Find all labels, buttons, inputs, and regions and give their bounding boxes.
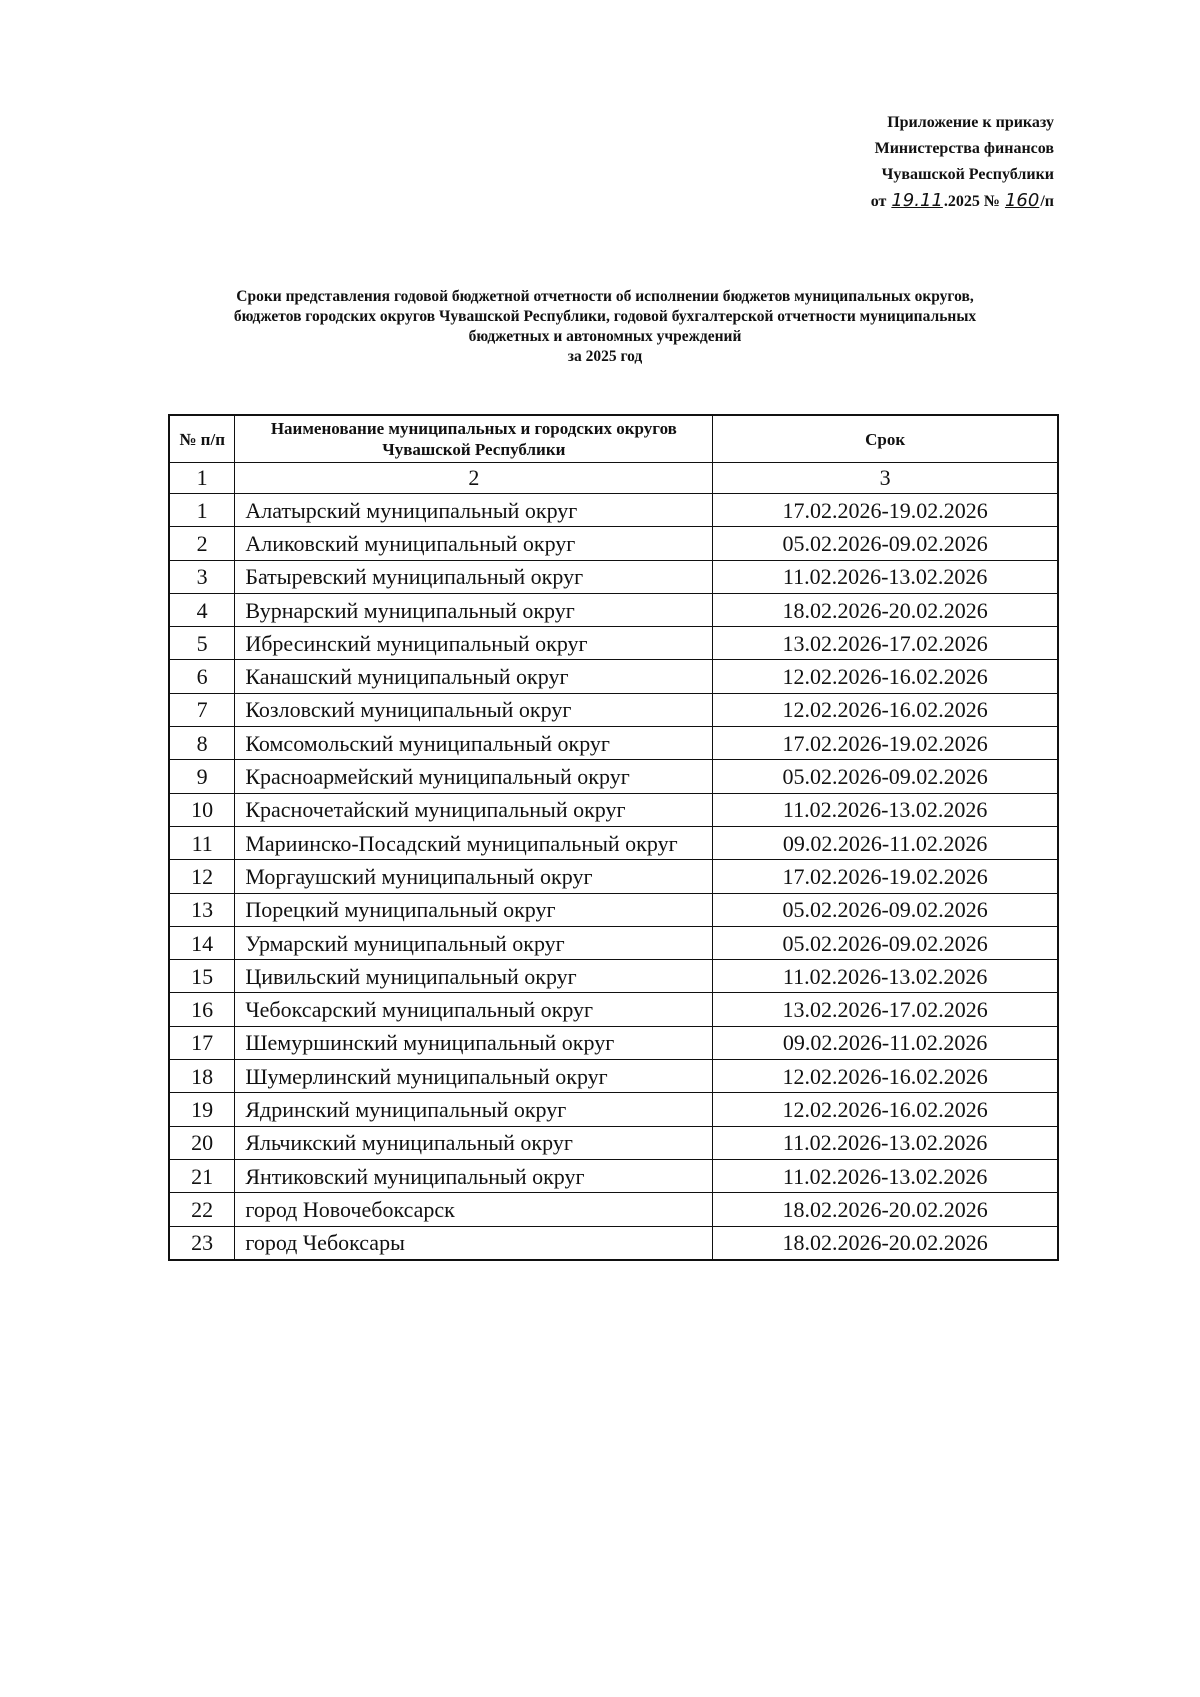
table-row: [169, 1193, 1058, 1226]
submission-term: 11.02.2026-13.02.2026: [713, 1126, 1058, 1159]
row-number: 15: [169, 960, 235, 993]
submission-term: 09.02.2026-11.02.2026: [713, 826, 1058, 859]
title-line-4: за 2025 год: [567, 348, 643, 365]
submission-term: 18.02.2026-20.02.2026: [713, 593, 1058, 626]
submission-term: 17.02.2026-19.02.2026: [713, 727, 1058, 760]
submission-term: 13.02.2026-17.02.2026: [713, 627, 1058, 660]
district-name: Моргаушский муниципальный округ: [235, 860, 713, 893]
table-row: [169, 560, 1058, 593]
district-name: Цивильский муниципальный округ: [235, 960, 713, 993]
header-num: № п/п: [169, 415, 235, 463]
district-name: Шумерлинский муниципальный округ: [235, 1060, 713, 1093]
handwritten-order-number: 160: [1004, 190, 1040, 211]
appendix-line-1: Приложение к приказу: [887, 114, 1054, 131]
submission-term: 05.02.2026-09.02.2026: [713, 760, 1058, 793]
district-name: Комсомольский муниципальный округ: [235, 727, 713, 760]
submission-term: 18.02.2026-20.02.2026: [713, 1193, 1058, 1226]
row-number: 13: [169, 893, 235, 926]
submission-term: 13.02.2026-17.02.2026: [713, 993, 1058, 1026]
district-name: Ядринский муниципальный округ: [235, 1093, 713, 1126]
district-name: Чебоксарский муниципальный округ: [235, 993, 713, 1026]
date-prefix: от: [870, 193, 887, 210]
column-index: 3: [713, 463, 1058, 494]
table-row: [169, 826, 1058, 859]
row-number: 19: [169, 1093, 235, 1126]
table-row: [169, 1159, 1058, 1192]
submission-term: 05.02.2026-09.02.2026: [713, 926, 1058, 959]
row-number: 8: [169, 727, 235, 760]
table-row: [169, 727, 1058, 760]
district-name: Красночетайский муниципальный округ: [235, 793, 713, 826]
district-name: Козловский муниципальный округ: [235, 693, 713, 726]
table-row: [169, 960, 1058, 993]
submission-term: 17.02.2026-19.02.2026: [713, 860, 1058, 893]
district-name: город Чебоксары: [235, 1226, 713, 1260]
submission-term: 18.02.2026-20.02.2026: [713, 1226, 1058, 1260]
appendix-block: [871, 110, 1054, 215]
district-name: Батыревский муниципальный округ: [235, 560, 713, 593]
table-row: [169, 1093, 1058, 1126]
submission-term: 11.02.2026-13.02.2026: [713, 960, 1058, 993]
row-number: 2: [169, 527, 235, 560]
district-name: Красноармейский муниципальный округ: [235, 760, 713, 793]
table-row: [169, 993, 1058, 1026]
table-row: [169, 593, 1058, 626]
title-line-2: бюджетов городских округов Чувашской Республики, годовой бухгалтерской отчетности муниципальных: [233, 308, 977, 325]
submission-term: 17.02.2026-19.02.2026: [713, 494, 1058, 527]
header-name: Наименование муниципальных и городских округов Чувашской Республики: [235, 415, 713, 463]
table-row: [169, 527, 1058, 560]
handwritten-date: 19.11: [891, 190, 943, 211]
district-name: Урмарский муниципальный округ: [235, 926, 713, 959]
table-row: [169, 926, 1058, 959]
submission-term: 12.02.2026-16.02.2026: [713, 660, 1058, 693]
table-row: [169, 1226, 1058, 1260]
submission-term: 12.02.2026-16.02.2026: [713, 1060, 1058, 1093]
submission-term: 11.02.2026-13.02.2026: [713, 1159, 1058, 1192]
row-number: 12: [169, 860, 235, 893]
row-number: 1: [169, 494, 235, 527]
row-number: 5: [169, 627, 235, 660]
header-row: [169, 415, 1058, 463]
district-name: Алатырский муниципальный округ: [235, 494, 713, 527]
column-index-row: [169, 463, 1058, 494]
row-number: 4: [169, 593, 235, 626]
district-name: город Новочебоксарск: [235, 1193, 713, 1226]
table-row: [169, 893, 1058, 926]
date-year: .2025 №: [943, 193, 1000, 210]
row-number: 6: [169, 660, 235, 693]
district-name: Аликовский муниципальный округ: [235, 527, 713, 560]
district-name: Янтиковский муниципальный округ: [235, 1159, 713, 1192]
table-row: [169, 1126, 1058, 1159]
submission-term: 12.02.2026-16.02.2026: [713, 1093, 1058, 1126]
title-line-3: бюджетных и автономных учреждений: [468, 328, 742, 345]
order-suffix: /п: [1040, 193, 1054, 210]
document-title: [170, 287, 1040, 367]
row-number: 16: [169, 993, 235, 1026]
row-number: 21: [169, 1159, 235, 1192]
district-name: Канашский муниципальный округ: [235, 660, 713, 693]
district-name: Шемуршинский муниципальный округ: [235, 1026, 713, 1059]
appendix-order-date: [871, 188, 1054, 215]
row-number: 3: [169, 560, 235, 593]
district-name: Порецкий муниципальный округ: [235, 893, 713, 926]
submission-term: 11.02.2026-13.02.2026: [713, 793, 1058, 826]
row-number: 17: [169, 1026, 235, 1059]
row-number: 9: [169, 760, 235, 793]
submission-term: 12.02.2026-16.02.2026: [713, 693, 1058, 726]
district-name: Вурнарский муниципальный округ: [235, 593, 713, 626]
table-row: [169, 1060, 1058, 1093]
table-body: [169, 494, 1058, 1260]
column-index: 1: [169, 463, 235, 494]
row-number: 10: [169, 793, 235, 826]
appendix-line-2: Министерства финансов: [874, 140, 1054, 157]
district-name: Ибресинский муниципальный округ: [235, 627, 713, 660]
table-row: [169, 494, 1058, 527]
row-number: 14: [169, 926, 235, 959]
table-row: [169, 860, 1058, 893]
submission-term: 05.02.2026-09.02.2026: [713, 527, 1058, 560]
column-index: 2: [235, 463, 713, 494]
row-number: 18: [169, 1060, 235, 1093]
submission-term: 09.02.2026-11.02.2026: [713, 1026, 1058, 1059]
row-number: 11: [169, 826, 235, 859]
table-row: [169, 1026, 1058, 1059]
title-line-1: Сроки представления годовой бюджетной отчетности об исполнении бюджетов муниципальных округов,: [236, 288, 974, 305]
appendix-line-3: Чувашской Республики: [881, 166, 1054, 183]
table-row: [169, 793, 1058, 826]
table-row: [169, 660, 1058, 693]
row-number: 20: [169, 1126, 235, 1159]
table-row: [169, 760, 1058, 793]
row-number: 22: [169, 1193, 235, 1226]
submission-term: 05.02.2026-09.02.2026: [713, 893, 1058, 926]
table-row: [169, 693, 1058, 726]
header-term: Срок: [713, 415, 1058, 463]
row-number: 23: [169, 1226, 235, 1260]
district-name: Яльчикский муниципальный округ: [235, 1126, 713, 1159]
district-name: Мариинско-Посадский муниципальный округ: [235, 826, 713, 859]
table-row: [169, 627, 1058, 660]
submission-term: 11.02.2026-13.02.2026: [713, 560, 1058, 593]
row-number: 7: [169, 693, 235, 726]
schedule-table: [168, 414, 1059, 1261]
